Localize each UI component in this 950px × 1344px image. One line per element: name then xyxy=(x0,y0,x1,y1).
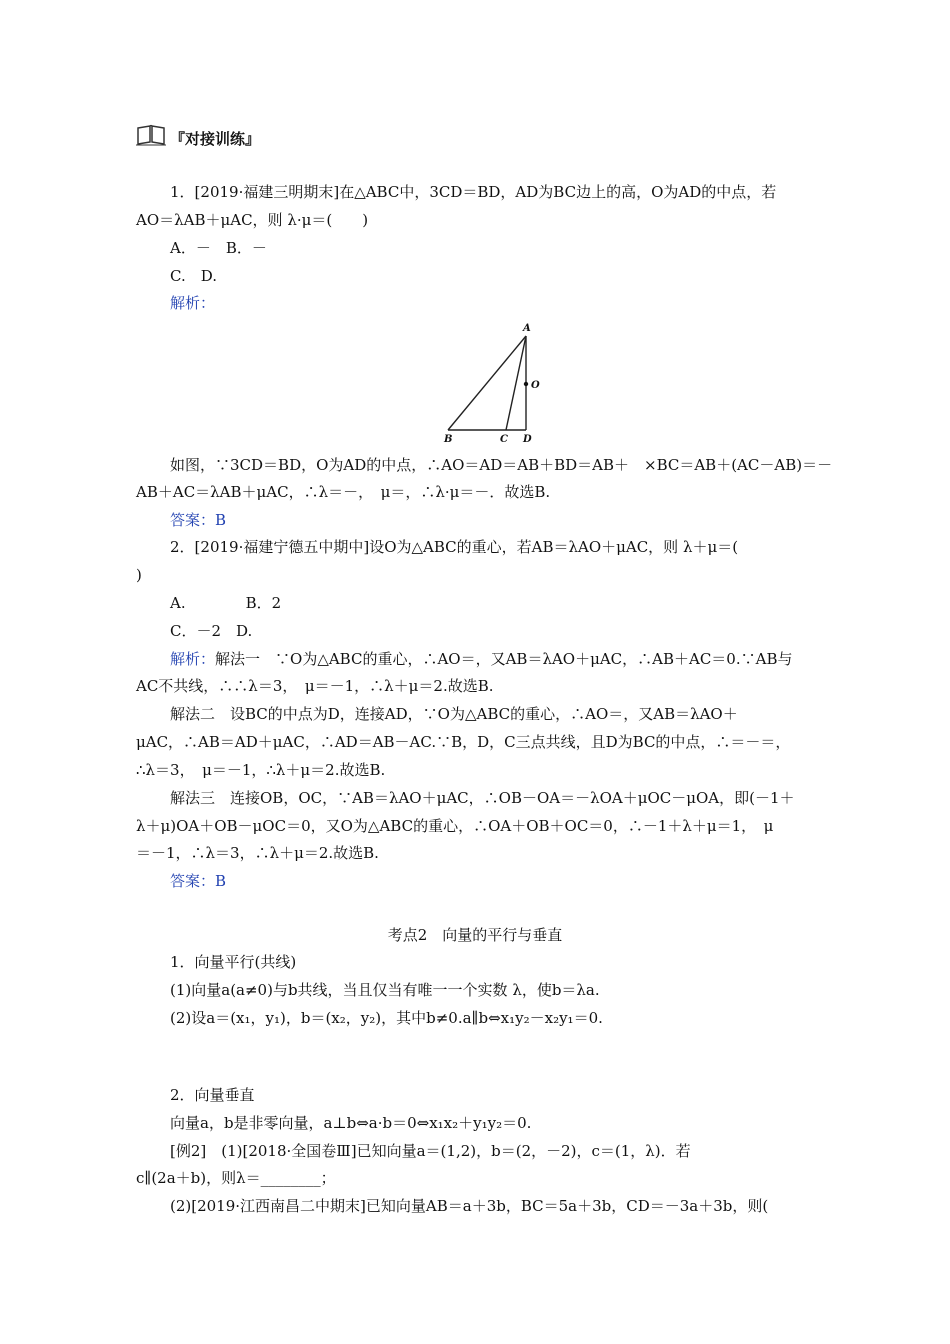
label-d: D xyxy=(523,434,532,445)
label-c: C xyxy=(500,434,508,445)
q2-method3-line2: λ＋μ)OA＋OB－μOC＝0，又O为△ABC的重心，∴OA＋OB＋OC＝0，∴－1＋λ＋μ＝1， μ xyxy=(136,817,774,835)
q2-method3-line1: 解法三 连接OB，OC，∵AB＝λAO＋μAC，∴OB－OA＝－λOA＋μOC－μOA，即(－1＋ xyxy=(170,789,795,807)
open-book-icon xyxy=(136,124,166,146)
section-header-title: 『对接训练』 xyxy=(170,130,261,148)
q1-options-ab: A．－ B．－ xyxy=(170,239,267,257)
q1-answer: 答案：B xyxy=(170,511,227,529)
q1-options-cd: C. D. xyxy=(170,267,217,285)
q2-method1-line1: 解析：解法一 ∵O为△ABC的重心，∴AO＝，又AB＝λAO＋μAC，∴AB＋AC＝0.∵AB与 xyxy=(170,650,793,668)
example2-line1: [例2] (1)[2018·全国卷Ⅲ]已知向量a＝(1,2)，b＝(2，－2)，c＝(1，λ)．若 xyxy=(170,1142,691,1160)
label-o: O xyxy=(531,380,540,391)
q2-answer: 答案：B xyxy=(170,872,227,890)
q2-analysis-label: 解析： xyxy=(170,650,216,668)
label-b: B xyxy=(444,434,453,445)
label-a: A xyxy=(523,323,531,334)
q2-method2-line2: μAC，∴AB＝AD＋μAC，∴AD＝AB－AC.∵B，D，C三点共线，且D为BC的中点，∴＝－＝， xyxy=(136,733,791,751)
point-o xyxy=(524,382,528,386)
triangle-figure xyxy=(438,318,548,448)
q1-solution-line2: AB＋AC＝λAB＋μAC，∴λ＝－， μ＝，∴λ·μ＝－．故选B. xyxy=(136,483,551,501)
q2-options-cd: C．－2 D. xyxy=(170,622,253,640)
topic2-parallel-item1: (1)向量a(a≠0)与b共线，当且仅当有唯一一个实数 λ，使b＝λa. xyxy=(170,981,600,999)
q2-method2-line3: ∴λ＝3， μ＝－1，∴λ＋μ＝2.故选B. xyxy=(136,761,386,779)
q2-method2-line1: 解法二 设BC的中点为D，连接AD，∵O为△ABC的重心，∴AO＝，又AB＝λAO＋ xyxy=(170,705,738,723)
topic2-title: 考点2 向量的平行与垂直 xyxy=(387,926,563,944)
q2-stem-line1: 2．[2019·福建宁德五中期中]设O为△ABC的重心，若AB＝λAO＋μAC，则 λ＋μ＝( xyxy=(170,538,739,556)
q1-stem-line2: AO＝λAB＋μAC，则 λ·μ＝( ) xyxy=(136,211,369,229)
q2-method3-line3: ＝－1，∴λ＝3，∴λ＋μ＝2.故选B. xyxy=(136,844,379,862)
q2-stem-line2: ) xyxy=(136,566,142,584)
segment-ac xyxy=(506,336,526,430)
q1-stem-line1: 1．[2019·福建三明期末]在△ABC中，3CD＝BD，AD为BC边上的高，O为AD的中点，若 xyxy=(170,183,777,201)
q1-analysis-label: 解析： xyxy=(170,294,216,312)
segment-ab xyxy=(448,336,526,430)
topic2-parallel-item2: (2)设a＝(x₁，y₁)，b＝(x₂，y₂)，其中b≠0.a∥b⇔x₁y₂－x₂y₁＝0. xyxy=(170,1009,603,1027)
example2-line2: c∥(2a＋b)，则λ＝________； xyxy=(136,1169,336,1187)
example2-line3: (2)[2019·江西南昌二中期末]已知向量AB＝a＋3b，BC＝5a＋3b，CD＝－3a＋3b，则( xyxy=(170,1197,769,1215)
topic2-perpendicular-body: 向量a，b是非零向量，a⊥b⇔a·b＝0⇔x₁x₂＋y₁y₂＝0. xyxy=(170,1114,532,1132)
topic2-parallel-title: 1．向量平行(共线) xyxy=(170,953,297,971)
q1-solution-line1: 如图，∵3CD＝BD，O为AD的中点，∴AO＝AD＝AB＋BD＝AB＋ ×BC＝AB＋(AC－AB)＝－ xyxy=(170,456,833,474)
topic2-perpendicular-title: 2．向量垂直 xyxy=(170,1086,255,1104)
q2-method1-line2: AC不共线，∴∴λ＝3， μ＝－1，∴λ＋μ＝2.故选B. xyxy=(136,677,494,695)
q2-options-ab: A. B．2 xyxy=(170,594,282,612)
